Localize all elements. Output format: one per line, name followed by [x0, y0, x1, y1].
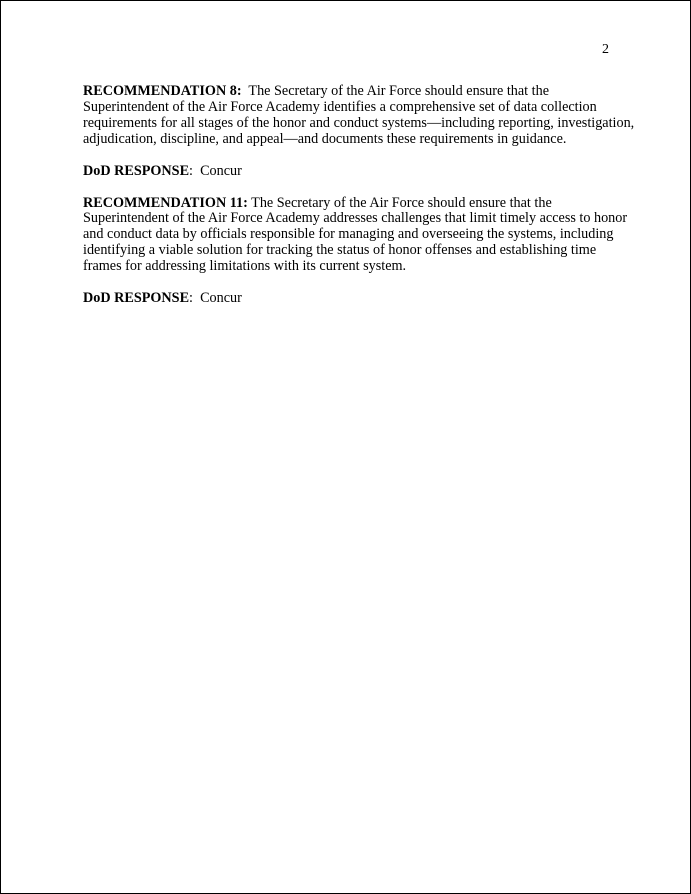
recommendation-8-text-1: The Secretary of the Air Force should ensure that the: [241, 83, 549, 99]
spacer: [83, 180, 613, 196]
dod-response-11: [83, 291, 613, 307]
recommendation-8-line-3: requirements for all stages of the honor and conduct systems—including reporting, investigation,: [83, 114, 635, 131]
dod-response-8-text: : Concur: [189, 162, 242, 179]
dod-response-11-label: DoD RESPONSE: [83, 290, 190, 307]
recommendation-8-label: RECOMMENDATION 8:: [83, 83, 242, 99]
spacer: [83, 275, 613, 291]
spacer: [83, 148, 613, 164]
recommendation-11-line-1: [83, 196, 613, 212]
dod-response-8-line: [83, 164, 613, 180]
recommendation-8-line-2: Superintendent of the Air Force Academy identifies a comprehensive set of data collection: [83, 98, 597, 115]
document-body: [83, 83, 635, 307]
recommendation-11-text-1: The Secretary of the Air Force should ensure that the: [247, 194, 552, 211]
recommendation-11-line-5: frames for addressing limitations with its current system.: [83, 258, 407, 275]
page-number: 2: [602, 42, 609, 57]
dod-response-8-label: DoD RESPONSE: [83, 162, 190, 179]
recommendation-11-line-2: Superintendent of the Air Force Academy addresses challenges that limit timely access to honor: [83, 210, 628, 227]
recommendation-11-line-4: identifying a viable solution for tracking the status of honor offenses and establishing time: [83, 242, 597, 259]
recommendation-11-label: RECOMMENDATION 11:: [83, 194, 248, 211]
recommendation-8-line-1: [83, 84, 613, 100]
recommendation-11-line-3: and conduct data by officials responsible for managing and overseeing the systems, including: [83, 226, 614, 243]
recommendation-8: [83, 83, 635, 148]
recommendation-8-line-4: adjudication, discipline, and appeal—and documents these requirements in guidance.: [83, 130, 567, 147]
recommendation-11: [83, 194, 628, 276]
dod-response-11-text: : Concur: [189, 290, 242, 307]
dod-response-11-line: [83, 291, 613, 307]
dod-response-8: [83, 164, 613, 180]
